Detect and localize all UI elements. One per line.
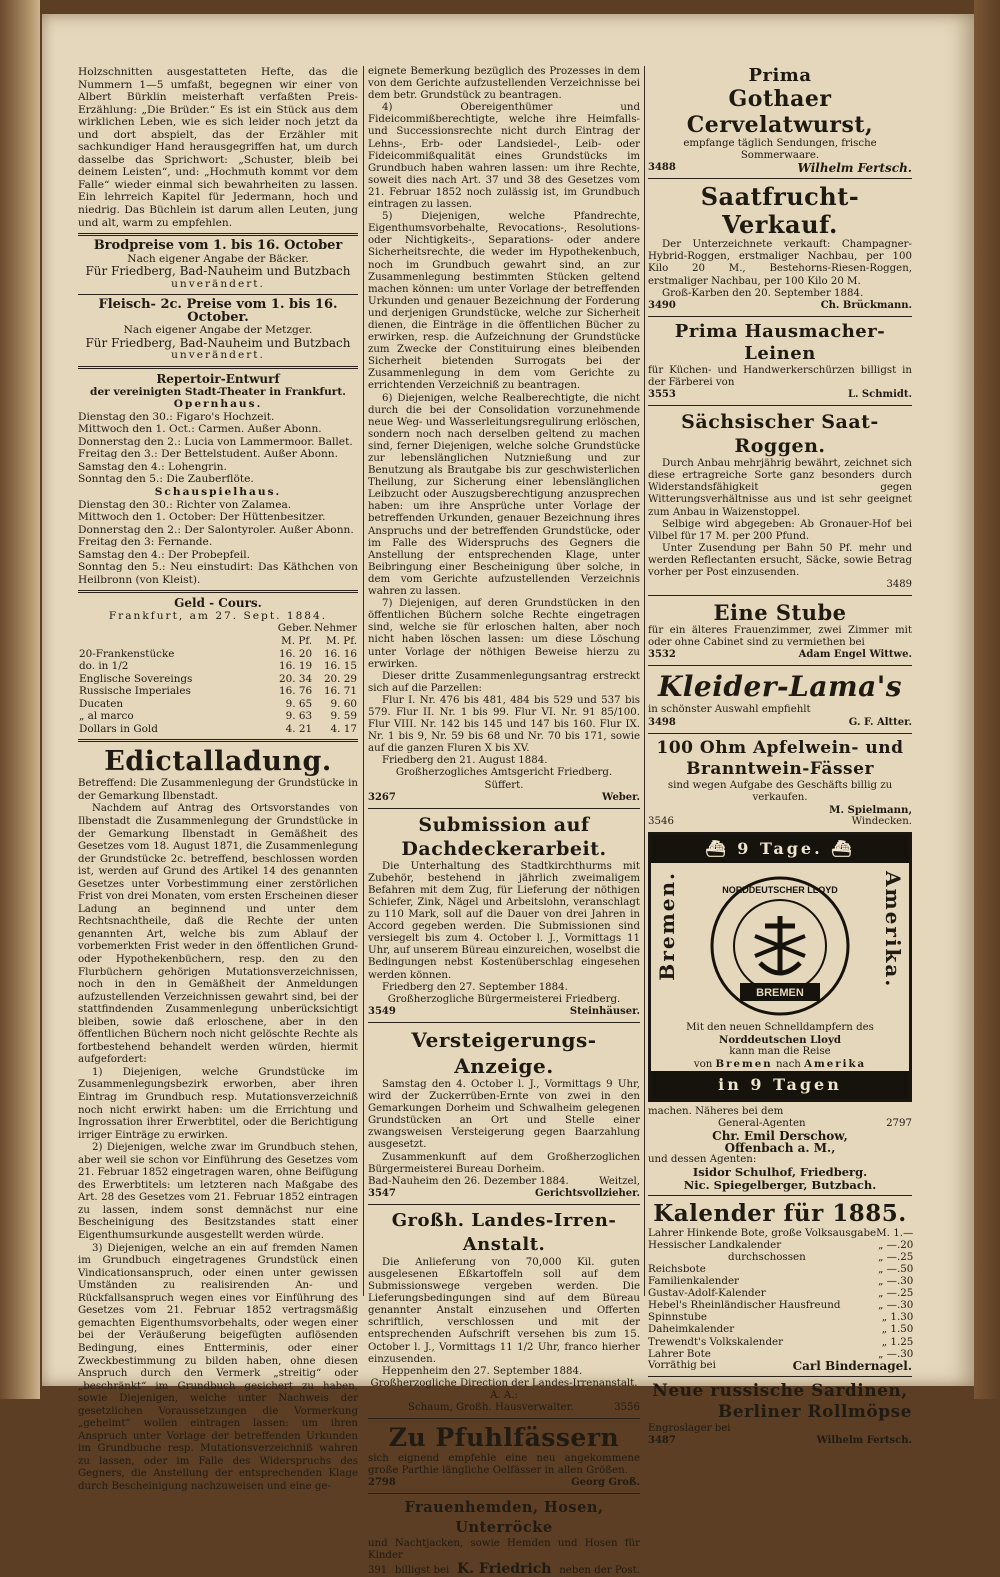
ad-number: 3488 xyxy=(648,162,676,174)
versteigerung-title: Versteigerungs-Anzeige. xyxy=(411,1027,597,1078)
saat-date: Groß-Karben den 20. September 1884. xyxy=(662,287,864,299)
signature: Georg Groß. xyxy=(571,1477,640,1489)
frauen-post: neben der Post. xyxy=(559,1564,640,1576)
list-item: Spinnstube „ 1.30 xyxy=(648,1311,914,1324)
signature-role: Gerichtsvollzieher. xyxy=(535,1187,640,1199)
ad-number: 2798 xyxy=(368,1477,396,1489)
roggen-title: Sächsischer Saat-Roggen. xyxy=(681,411,879,458)
signature: L. Schmidt. xyxy=(847,389,912,401)
signature: G. F. Altter. xyxy=(848,716,912,728)
ad-number: 391 xyxy=(368,1564,388,1576)
lloyd-advertisement xyxy=(648,832,912,1102)
schauspielhaus-heading: Schauspielhaus. xyxy=(154,485,282,498)
ad-number: 3267 xyxy=(368,791,396,803)
ad-number: 3498 xyxy=(648,716,676,728)
table-row: 20-Frankenstücke 16. 20 16. 16 xyxy=(79,647,357,660)
lloyd-days: 9 Tage. xyxy=(737,839,823,858)
roggen-text: Unter Zusendung per Bahn 50 Pf. mehr und werden Reflectanten ersucht, Säcke, sowie Betrag vorher per Post einzusenden. xyxy=(648,542,912,578)
ohm-title: 100 Ohm Apfelwein- und xyxy=(656,737,904,758)
sardinen-text: Engroslager bei xyxy=(648,1422,731,1434)
list-item: Lahrer Hinkende Bote, große Volksausgabe M. 1.— xyxy=(648,1226,914,1239)
submission-sig: Großherzogliche Bürgermeisterei Friedberg. xyxy=(387,993,621,1005)
table-row: do. in 1/2 16. 19 16. 15 xyxy=(79,660,357,673)
leinen-text: für Küchen- und Handwerkerschürzen billigst in der Färberei von xyxy=(648,364,912,388)
lloyd-amerika: Amerika. xyxy=(881,871,905,989)
lloyd-general-agent: General-Agenten xyxy=(718,1118,806,1130)
list-item: durchschossen „ —.25 xyxy=(728,1250,914,1263)
divider xyxy=(648,595,912,596)
lloyd-bottom-bar: in 9 Tagen xyxy=(651,1071,909,1099)
column-1 xyxy=(78,66,358,1494)
list-item: Hessischer Landkalender „ —.20 xyxy=(648,1238,914,1251)
schau-line: Sonntag den 5.: Neu einstudirt: Das Käthchen von Heilbronn (von Kleist). xyxy=(78,561,358,586)
lloyd-agent: Isidor Schulhof, Friedberg. xyxy=(692,1165,868,1180)
divider xyxy=(648,1195,912,1196)
versteigerung-text: Zusammenkunft auf dem Großherzoglichen Bürgermeisterei Bureau Dorheim. xyxy=(368,1151,640,1175)
opern-line: Samstag den 4.: Lohengrin. xyxy=(78,460,227,473)
signature: Steinhäuser. xyxy=(569,1005,640,1017)
fleisch-sub: Nach eigener Angabe der Metzger. xyxy=(123,324,313,337)
irren-text: Die Anlieferung von 70,000 Kil. guten ausgelesenen Eßkartoffeln soll auf dem Submissionswege vergeben werden. Die Lieferungsbedingungen sind auf dem Büreau genannter Anstalt einzusehen und Offerten schriftlich, verschlossen und mit der entsprechenden Aufschrift versehen bis zum 15. October l. J., Vormittags 11 1/2 Uhr, franco hierher einzusenden. xyxy=(368,1256,640,1365)
fleisch-loc: Für Friedberg, Bad-Nauheim und Butzbach xyxy=(85,335,351,350)
col-unit: M. Pf. xyxy=(325,634,357,647)
list-item: Trewendt's Volkskalender „ 1.25 xyxy=(648,1335,914,1348)
edict-parcels: Flur I. Nr. 476 bis 481, 484 bis 529 und 537 bis 579. Flur II. Nr. 1 bis 99. Flur VI. Nr. 91 85/100. Flur VIII. Nr. 142 bis 145 und 147 bis 160. Flur IX. Nr. 1 bis 9, Nr. 59 bis 68 und Nr. 70 bis 171, sowie auf die ganzen Fluren X bis XV. xyxy=(368,694,640,755)
ad-number: 2797 xyxy=(886,1118,912,1130)
lloyd-bremen: Bremen. xyxy=(655,871,679,981)
submission-text: Die Unterhaltung des Stadtkirchthurms mit Zubehör, bestehend in jährlich zweimaligem Befahren mit dem Zug, für Lieferung der nöthigen Schiefer, Zink, Nägel und Arbeitslohn, veranschlagt zu 110 Mark, soll auf die Dauer von drei Jahren in Accord gegeben werden. Die Submissionen sind versiegelt bis zum 4. October l. J., Vormittags 11 Uhr, auf unserem Büreau einzureichen, woselbst die Bedingungen nebst Kostenüberschlag eingesehen werden können. xyxy=(368,860,640,981)
ohm-text: sind wegen Aufgabe des Geschäfts billig zu verkaufen. xyxy=(667,779,893,803)
signature: Wilhelm Fertsch. xyxy=(816,1434,912,1446)
signature: M. Spielmann, xyxy=(829,803,912,816)
list-item: Gustav-Adolf-Kalender „ —.25 xyxy=(648,1287,914,1300)
edict-date: Friedberg den 21. August 1884. xyxy=(382,755,548,767)
schau-line: Donnerstag den 2.: Der Salontyroler. Außer Abonn. xyxy=(78,523,354,536)
divider xyxy=(78,739,358,742)
divider xyxy=(78,366,358,369)
edict-court: Großherzogliches Amtsgericht Friedberg. xyxy=(395,767,613,779)
edict-paragraph: 2) Diejenigen, welche zwar im Grundbuch stehen, aber weil sie schon vor Einführung des Gesetzes vom 21. Februar 1852 eingetragen waren, ohne Beifügung des Erwerbtitels: um letzteren nach Maßgabe des Art. 28 des Gesetzes vom 21. Februar 1852 eintragen zu lassen, indem sonst demnächst nur eine Bescheinigung des Besitzstandes statt einer Eigenthumsurkunde ausgestellt werden würde. xyxy=(78,1142,358,1242)
opern-line: Dienstag den 30.: Figaro's Hochzeit. xyxy=(78,410,275,423)
repertoir-title: Repertoir-Entwurf xyxy=(156,372,280,387)
signature: Wilhelm Fertsch. xyxy=(797,161,912,176)
lloyd-route: von Bremen nach Amerika xyxy=(693,1057,867,1070)
submission-date: Friedberg den 27. September 1884. xyxy=(382,981,568,993)
schau-line: Samstag den 4.: Der Probepfeil. xyxy=(78,548,250,561)
divider xyxy=(648,1376,912,1377)
ad-number: 3532 xyxy=(648,649,676,661)
ship-icon: ⛴ xyxy=(831,839,855,858)
edict-continuation: eignete Bemerkung bezüglich des Prozesses in dem von dem Gerichte aufzustellenden Verzeichnisse bei dem betr. Grundstück zu beantragen. xyxy=(368,66,640,102)
lloyd-agent-city: Offenbach a. M., xyxy=(724,1141,836,1156)
ad-number: 3556 xyxy=(614,1402,640,1413)
divider xyxy=(368,1204,640,1205)
pfuhl-title: Zu Pfuhlfässern xyxy=(388,1423,620,1453)
brot-status: unverändert. xyxy=(171,277,265,290)
list-item: Reichsbote „ —.50 xyxy=(648,1262,914,1275)
prima-label: Prima xyxy=(748,65,812,86)
sardinen-title-2: Berliner Rollmöpse xyxy=(717,1401,912,1422)
column-3 xyxy=(648,66,912,1447)
opern-line: Sonntag den 5.: Die Zauberflöte. xyxy=(78,473,254,486)
irren-title: Großh. Landes-Irren-Anstalt. xyxy=(391,1209,617,1255)
lloyd-agent-name: Chr. Emil Derschow, xyxy=(712,1129,848,1144)
ad-number: 3553 xyxy=(648,389,676,401)
divider xyxy=(368,1493,640,1494)
divider xyxy=(78,233,358,236)
edict-paragraph: Dieser dritte Zusammenlegungsantrag erstreckt sich auf die Parzellen: xyxy=(368,670,640,694)
kleider-title: Kleider-Lama's xyxy=(657,670,903,704)
lloyd-machen: machen. Näheres bei dem xyxy=(648,1106,784,1117)
ohm-title-2: Branntwein-Fässer xyxy=(686,758,874,779)
list-item: Daheimkalender „ 1.50 xyxy=(648,1323,914,1336)
list-item: Familienkalender „ —.30 xyxy=(648,1275,914,1288)
submission-title: Submission auf Dachdeckerarbeit. xyxy=(401,813,607,860)
lloyd-footer xyxy=(651,1022,909,1099)
stube-title: Eine Stube xyxy=(713,600,847,626)
roggen-text: Selbige wird abgegeben: Ab Gronauer-Hof bei Vilbel für 17 M. per 200 Pfund. xyxy=(648,518,912,542)
opern-line: Freitag den 3.: Der Bettelstudent. Außer Abonn. xyxy=(78,448,338,461)
geld-title: Geld - Cours. xyxy=(174,596,262,611)
column-rule-2 xyxy=(644,66,645,1296)
edict-paragraph: 3) Diejenigen, welche an ein auf fremden Namen im Grundbuch eingetragenes Grundstück einen Vindicationsanspruch, oder einen unter gewissen Umständen zu realisirenden An- und Rückfallsanspruch wegen eines vor Einführung des Gesetzes vom 21. Februar 1852 vertragsmäßig gemachten Eigenthumsvorbehalts, oder wegen einer bei der Veräußerung beigefügten auflösenden Bedingung, eines Entterminis, oder einer Zweckbestimmung zu bilden haben, ohne diesen Anspruch durch den Vermerk „streitig“ oder „beschränkt“ im Grundbuch gesichert zu haben, sowie Diejenigen, welche unter Nachweis der gesetzlichen Voraussetzungen die Vormerkung „geheimt“ wollen eintragen lassen: um ihren Anspruch unter Vorlage der betreffenden Urkunden im Grundbuche resp. Mutationsverzeichniß wahren zu lassen, oder im Falle des Widerspruchs des Gegners, die Anstellung der entsprechenden Klage durch Bescheinigung nachzuweisen und eine ge- xyxy=(78,1242,358,1492)
stube-text: für ein älteres Frauenzimmer, zwei Zimmer mit oder ohne Cabinet sind zu vermiethen bei xyxy=(648,625,912,649)
opern-line: Donnerstag den 2.: Lucia von Lammermoor. Ballet. xyxy=(78,435,353,448)
table-row: Ducaten 9. 65 9. 60 xyxy=(79,697,357,710)
edict-paragraph: 4) Obereigenthümer und Fideicommißberechtigte, welche ihre Heimfalls- und Successionsrechte nicht durch Eintrag der Lehns-, Erb- oder Landsiedel-, Leib- oder Fideicommißqualität eines Grundstücks im Grundbuch haben wahren lassen: um ihre Rechte, soweit dies nach Art. 37 und 38 des Gesetzes vom 21. Februar 1852 noch zulässig ist, im Grundbuch eintragen zu lassen. xyxy=(368,102,640,211)
ad-number: 3547 xyxy=(368,1187,396,1199)
lloyd-line: Norddeutschen Lloyd xyxy=(719,1033,841,1046)
table-row: Russische Imperiales 16. 76 16. 71 xyxy=(79,685,357,698)
col-header: Geber. xyxy=(277,622,313,635)
table-row: Dollars in Gold 4. 21 4. 17 xyxy=(79,722,357,735)
gotha-text: empfange täglich Sendungen, frische Sommerwaare. xyxy=(683,138,877,162)
lloyd-line: kann man die Reise xyxy=(729,1045,831,1057)
page-edge xyxy=(974,0,1000,1399)
seal-bremen: BREMEN xyxy=(756,987,804,999)
pfuhl-text: sich eignend empfehle eine neu angekommene große Parthie längliche Oelfässer in allen Größen. xyxy=(368,1453,640,1477)
divider xyxy=(648,733,912,734)
irren-direction: Großherzogliche Direction der Landes-Irrenanstalt. xyxy=(370,1377,638,1389)
ad-number: 3489 xyxy=(886,579,912,591)
versteigerung-text: Samstag den 4. October l. J., Vormittags 9 Uhr, wird der Zuckerrüben-Ernte von zwei in den Gemarkungen Dorheim und Schwalheim gelegenen Grundstücken an Ort und Stelle einer zwangsweisen Versteigerung gegen Baarzahlung ausgesetzt. xyxy=(368,1078,640,1151)
book-binding xyxy=(0,0,40,1399)
divider xyxy=(648,405,912,406)
edict-title: Edictalladung. xyxy=(104,746,332,778)
brot-loc: Für Friedberg, Bad-Nauheim und Butzbach xyxy=(85,264,351,279)
table-row: Englische Sovereings 20. 34 20. 29 xyxy=(79,672,357,685)
lloyd-seal xyxy=(705,871,855,1021)
edict-paragraph: Nachdem auf Antrag des Ortsvorstandes von Ilbenstadt die Zusammenlegung der Grundstücke in der Gemarkung Ilbenstadt in Gemäßheit des Gesetzes vom 18. August 1871, die Zusammenlegung der Grundstücke 2c. betreffend, beschlossen worden ist, werden auf Grund des Artikel 14 des genannten Gesetzes unter Vorbestimmung einer zerstörlichen Frist von drei Monaten, vom ersten Erscheinen dieser Ladung an beginnend und unter dem Rechtsnachtheile, daß die Rechte der unten genannten Art, welche bis zum Ablauf der vorbemerkten Frist weder in den öffentlichen Grund- oder Hypothekenbüchern, resp. den zu den Flurbüchern gehörigen Mutationsverzeichnissen, noch in den in Gemäßheit der Anmeldungen aufzustellenden Verzeichnissen gewahrt sind, bei der stattfindenden Zusammenlegung unberücksichtigt bleiben, sowie daß erloschene, aber in den öffentlichen Büchern noch nicht gelöschte Rechte als fortbestehend behandelt werden würden, hiermit aufgefordert: xyxy=(78,803,358,1066)
table-row: „ al marco 9. 63 9. 59 xyxy=(79,710,357,723)
frauen-billigst: billigst bei xyxy=(394,1564,450,1576)
frauen-name: K. Friedrich xyxy=(457,1560,552,1577)
versteigerung-date: Bad-Nauheim den 26. Dezember 1884. xyxy=(368,1175,569,1187)
divider xyxy=(648,178,912,179)
review-text: Holzschnitten ausgestatteten Hefte, das die Nummern 1—5 umfaßt, begegnen wir einer von Albert Bürklin meisterhaft verfaßten Preis-Erzählung: „Die Brüder.“ Es ist ein Stück aus dem wirklichen Leben, wie es sich leider noch jetzt da und dort abspielt, das der Erzähler mit sachkundiger Hand herausgegriffen hat, um durch dasselbe das Sprichwort: „Schuster, bleib bei deinem Leisten“, und: „Hochmuth kommt vor dem Falle“ wieder einmal sich bewahrheiten zu lassen. Ein lehrreich Kapitel für Jedermann, hoch und niedrig. Das Büchlein ist darum allen Leuten, jung und alt, warm zu empfehlen. xyxy=(78,66,358,229)
lloyd-and: und dessen Agenten: xyxy=(648,1154,757,1166)
irren-aa: A. A.: xyxy=(490,1389,518,1401)
sardinen-title: Neue russische Sardinen, xyxy=(652,1380,908,1401)
repertoir-sub: der vereinigten Stadt-Theater in Frankfurt. xyxy=(90,385,346,398)
kleider-text: in schönster Auswahl empfiehlt xyxy=(648,704,811,716)
ad-number: 3549 xyxy=(368,1005,396,1017)
divider xyxy=(368,808,640,809)
edict-paragraph: 5) Diejenigen, welche Pfandrechte, Eigenthumsvorbehalte, Revocations-, Resolutions- oder Nichtigkeits-, Separations- oder andere Sicherheitsrechte, die weder im Hypothekenbuch, noch im Grundbuch gewahrt sind, an zur Zusammenlegung bestimmten Stücken geltend machen können: um unter Vorlage der betreffenden Urkunden und genauer Bezeichnung der Forderung und derjenigen Grundstücke, welche zur Sicherheit dienen, die Einträge in die öffentlichen Bücher zu erwirken, resp. die Aufzeichnung der Grundstücke zum Zwecke der Constituirung eines bleibenden Sicherheit bietenden Surrogats bei der Zusammenlegung in dem vom Gerichte zu errichtenden Verzeichniß zu beantragen. xyxy=(368,211,640,392)
irren-date: Heppenheim den 27. September 1884. xyxy=(382,1365,583,1377)
frauen-text: und Nachtjacken, sowie Hemden und Hosen für Kinder xyxy=(368,1538,640,1562)
kalender-title: Kalender für 1885. xyxy=(653,1199,907,1227)
leinen-title: Prima Hausmacher-Leinen xyxy=(674,320,886,364)
edict-paragraph: 7) Diejenigen, auf deren Grundstücken in den öffentlichen Büchern solche Rechte eingetragen sind, welche sie für erloschen halten, aber noch nicht haben löschen lassen: um diese Löschung unter Vorlage der nöthigen Beweise hierzu zu erwirken. xyxy=(368,598,640,670)
schau-line: Freitag den 3: Fernande. xyxy=(78,536,213,549)
kalender-list xyxy=(648,1227,913,1360)
adjacent-page-edge xyxy=(2,60,36,1260)
kalender-vorraethig: Vorräthig bei xyxy=(648,1359,716,1371)
edict-paragraph: 1) Diejenigen, welche Grundstücke im Zusammenlegungsbezirk erworben, aber ihren Eintrag im Grundbuch resp. Mutationsverzeichniß noch nicht erwirkt haben: um die Errichtung und Ingrossation ihrer Erwerbtitel, oder die Berichtigung irriger Einträge zu erwirken. xyxy=(78,1066,358,1141)
list-item: Hebel's Rheinländischer Hausfreund „ —.30 xyxy=(648,1299,914,1312)
signature: Adam Engel Wittwe. xyxy=(798,649,912,661)
frauen-title: Frauenhemden, Hosen, Unterröcke xyxy=(404,1499,604,1537)
schau-line: Mittwoch den 1. October: Der Hüttenbesitzer. xyxy=(78,511,326,524)
exchange-table xyxy=(78,622,358,735)
divider xyxy=(368,1022,640,1023)
edict-paragraph: 6) Diejenigen, welche Realberechtigte, die nicht durch die bei der Consolidation vorzunehmende neue Weg- und Wasserleitungsregulirung erlöschen, sondern noch nach derselben geltend zu machen sind, ferner Diejenigen, welche solche Grundstücke zur lebenslänglichen Nutznießung und zur Benutzung als Brautgabe bis zur geschwisterlichen Theilung, zur Sicherung einer lebenslänglichen Leibzucht oder Auszugsberechtigung anzusprechen haben: um ihre Ansprüche unter Vorlage der betreffenden Urkunden, genauer Bezeichnung ihres Anspruchs und der betreffenden Grundstücke, oder im Falle des Widerspruchs des Gegners die Anstellung der entsprechenden Klage, unter Beibringung einer Bescheinigung über solche, in dem vom Gerichte aufzustellenden Verzeichnis wahren zu lassen. xyxy=(368,392,640,598)
schau-line: Dienstag den 30.: Richter von Zalamea. xyxy=(78,498,292,511)
ad-number: 3487 xyxy=(648,1434,676,1446)
divider xyxy=(648,665,912,666)
lloyd-agent: Nic. Spiegelberger, Butzbach. xyxy=(683,1177,877,1192)
roggen-text: Durch Anbau mehrjährig bewährt, zeichnet sich diese ertragreiche Sorte ganz besonders durch Widerstandsfähigkeit gegen Witterungsverhältnisse aus und ist sehr geeignet zum Anbau in Waizenstoppel. xyxy=(648,458,912,518)
divider xyxy=(648,316,912,317)
lloyd-top-bar xyxy=(651,835,909,863)
brot-sub: Nach eigener Angabe der Bäcker. xyxy=(127,252,309,265)
ship-icon: ⛴ xyxy=(705,839,729,858)
signature: Weber. xyxy=(602,791,640,803)
saat-text: Der Unterzeichnete verkauft: Champagner-Hybrid-Roggen, erstmaliger Nachbau, per 100 Kilo 20 M., Bestehorns-Riesen-Roggen, erstmaliger Nachbau, per 100 Kilo 20 M. xyxy=(648,239,912,287)
column-rule-1 xyxy=(363,66,364,1296)
opernhaus-heading: Opernhaus. xyxy=(173,398,263,411)
geld-place: Frankfurt, am 27. Sept. 1884. xyxy=(108,609,328,622)
divider xyxy=(368,1418,640,1419)
column-2 xyxy=(368,66,640,1577)
list-item: Lahrer Bote „ —.30 xyxy=(648,1347,914,1360)
signature: Schaum, Großh. Hausverwalter. xyxy=(408,1402,574,1413)
ohm-place: Windecken. xyxy=(851,815,912,827)
saat-title: Saatfrucht-Verkauf. xyxy=(700,182,860,240)
opern-line: Mittwoch den 1. Oct.: Carmen. Außer Abonn. xyxy=(78,423,322,436)
fleisch-title: Fleisch- 2c. Preise vom 1. bis 16. October. xyxy=(98,297,338,325)
col-header: Nehmer xyxy=(314,622,357,635)
col-unit: M. Pf. xyxy=(281,634,313,647)
signature: Weitzel, xyxy=(599,1175,640,1187)
divider xyxy=(78,590,358,593)
gotha-title: Gothaer Cervelatwurst, xyxy=(686,86,874,138)
ad-number: 3546 xyxy=(648,815,674,827)
divider xyxy=(78,294,358,295)
ad-number: 3490 xyxy=(648,299,676,311)
edict-judge: Süffert. xyxy=(484,779,524,791)
edict-betreff: Betreffend: Die Zusammenlegung der Grundstücke in der Gemarkung Ilbenstadt. xyxy=(78,778,358,802)
signature: Carl Bindernagel. xyxy=(792,1358,912,1373)
seal-lloyd: NORDDEUTSCHER LLOYD xyxy=(722,885,838,895)
signature: Ch. Brückmann. xyxy=(820,299,912,311)
fleisch-status: unverändert. xyxy=(171,349,265,362)
lloyd-line: Mit den neuen Schnelldampfern des xyxy=(686,1021,874,1033)
brot-title: Brodpreise vom 1. bis 16. October xyxy=(93,238,343,254)
